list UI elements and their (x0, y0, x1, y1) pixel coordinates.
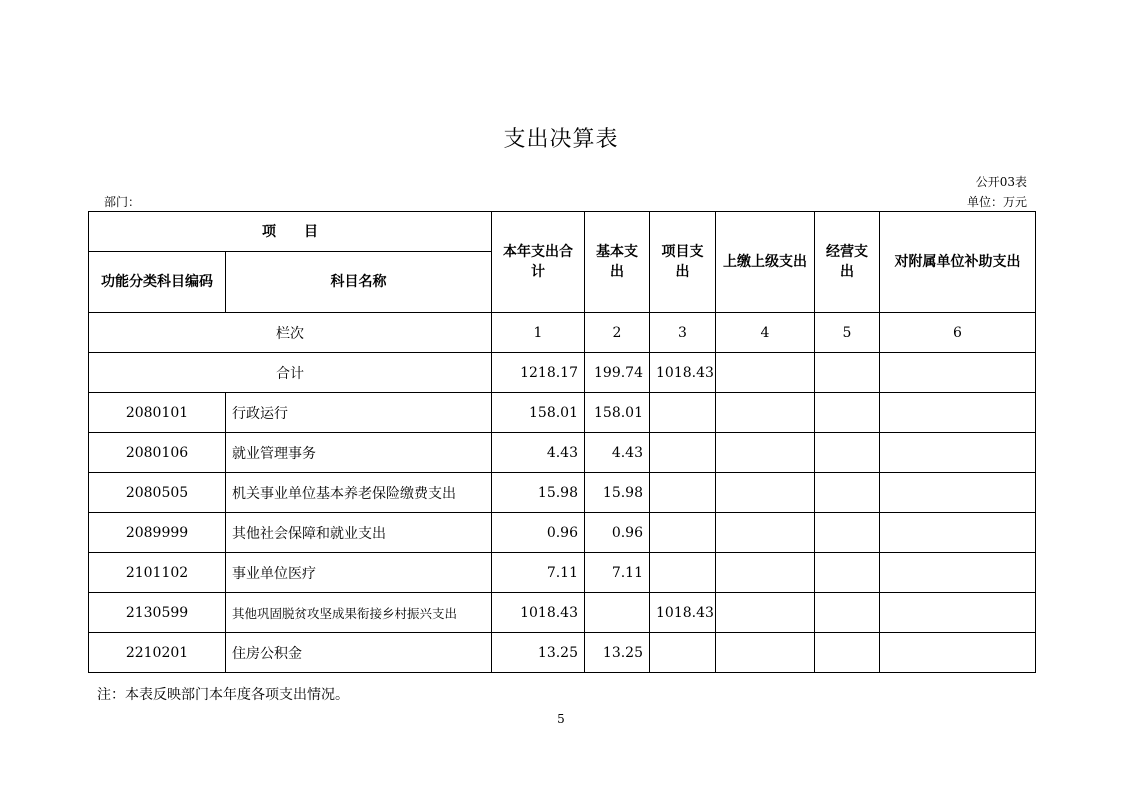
row-subsidiary (880, 473, 1036, 513)
row-code: 2080101 (89, 393, 226, 433)
row-basic: 7.11 (585, 553, 650, 593)
form-number: 公开03表 (975, 175, 1027, 189)
row-basic: 15.98 (585, 473, 650, 513)
row-business (815, 633, 880, 673)
header-subsidiary: 对附属单位补助支出 (880, 212, 1036, 313)
row-business (815, 593, 880, 633)
row-subsidiary (880, 433, 1036, 473)
row-name: 其他社会保障和就业支出 (226, 513, 492, 553)
row-name: 就业管理事务 (226, 433, 492, 473)
row-superior (716, 393, 815, 433)
page-number: 5 (557, 712, 565, 726)
row-basic: 13.25 (585, 633, 650, 673)
table-note: 注：本表反映部门本年度各项支出情况。 (97, 687, 349, 703)
header-superior: 上缴上级支出 (716, 212, 815, 313)
row-business (815, 553, 880, 593)
row-total: 1018.43 (492, 593, 585, 633)
row-business (815, 393, 880, 433)
row-superior (716, 593, 815, 633)
page-title: 支出决算表 (503, 127, 619, 152)
row-basic: 0.96 (585, 513, 650, 553)
row-name: 其他巩固脱贫攻坚成果衔接乡村振兴支出 (226, 593, 492, 633)
row-code: 2080505 (89, 473, 226, 513)
row-name: 住房公积金 (226, 633, 492, 673)
row-project: 1018.43 (650, 593, 716, 633)
row-name: 事业单位医疗 (226, 553, 492, 593)
column-number-cell: 3 (650, 313, 716, 353)
row-code: 2101102 (89, 553, 226, 593)
header-total: 本年支出合计 (492, 212, 585, 313)
table-row (89, 513, 1036, 553)
row-project (650, 433, 716, 473)
row-project (650, 513, 716, 553)
header-project: 项目支出 (650, 212, 716, 313)
total-cell: 199.74 (585, 353, 650, 393)
row-total: 7.11 (492, 553, 585, 593)
table-row (89, 393, 1036, 433)
row-business (815, 473, 880, 513)
department-label: 部门： (104, 195, 141, 209)
header-business: 经营支出 (815, 212, 880, 313)
row-name: 行政运行 (226, 393, 492, 433)
row-code: 2089999 (89, 513, 226, 553)
column-number-cell: 5 (815, 313, 880, 353)
row-total: 4.43 (492, 433, 585, 473)
table-row (89, 633, 1036, 673)
unit-label: 单位：万元 (966, 195, 1027, 209)
row-total: 15.98 (492, 473, 585, 513)
header-code: 功能分类科目编码 (89, 252, 226, 313)
table-row (89, 553, 1036, 593)
row-project (650, 473, 716, 513)
row-subsidiary (880, 593, 1036, 633)
header-item: 项 目 (89, 212, 492, 252)
row-project (650, 393, 716, 433)
table-row (89, 433, 1036, 473)
row-project (650, 633, 716, 673)
column-number-cell: 2 (585, 313, 650, 353)
row-superior (716, 433, 815, 473)
column-number-cell: 6 (880, 313, 1036, 353)
row-total: 158.01 (492, 393, 585, 433)
total-cell (815, 353, 880, 393)
row-basic: 4.43 (585, 433, 650, 473)
row-superior (716, 513, 815, 553)
expenditure-table (88, 211, 1036, 673)
row-subsidiary (880, 393, 1036, 433)
row-superior (716, 553, 815, 593)
row-basic (585, 593, 650, 633)
row-project (650, 553, 716, 593)
row-total: 0.96 (492, 513, 585, 553)
header-name: 科目名称 (226, 252, 492, 313)
column-number-cell: 4 (716, 313, 815, 353)
row-code: 2210201 (89, 633, 226, 673)
table-row (89, 473, 1036, 513)
table-row (89, 593, 1036, 633)
row-superior (716, 473, 815, 513)
total-cell (880, 353, 1036, 393)
column-number-row (89, 313, 1036, 353)
total-cell: 1018.43 (650, 353, 716, 393)
column-number-label: 栏次 (89, 313, 492, 353)
header-basic: 基本支出 (585, 212, 650, 313)
row-code: 2130599 (89, 593, 226, 633)
row-subsidiary (880, 553, 1036, 593)
row-code: 2080106 (89, 433, 226, 473)
row-basic: 158.01 (585, 393, 650, 433)
row-total: 13.25 (492, 633, 585, 673)
total-cell: 1218.17 (492, 353, 585, 393)
row-business (815, 513, 880, 553)
row-business (815, 433, 880, 473)
row-name: 机关事业单位基本养老保险缴费支出 (226, 473, 492, 513)
header-row-1 (89, 212, 1036, 252)
total-cell (716, 353, 815, 393)
row-subsidiary (880, 513, 1036, 553)
total-row (89, 353, 1036, 393)
row-superior (716, 633, 815, 673)
row-subsidiary (880, 633, 1036, 673)
column-number-cell: 1 (492, 313, 585, 353)
total-label: 合计 (89, 353, 492, 393)
